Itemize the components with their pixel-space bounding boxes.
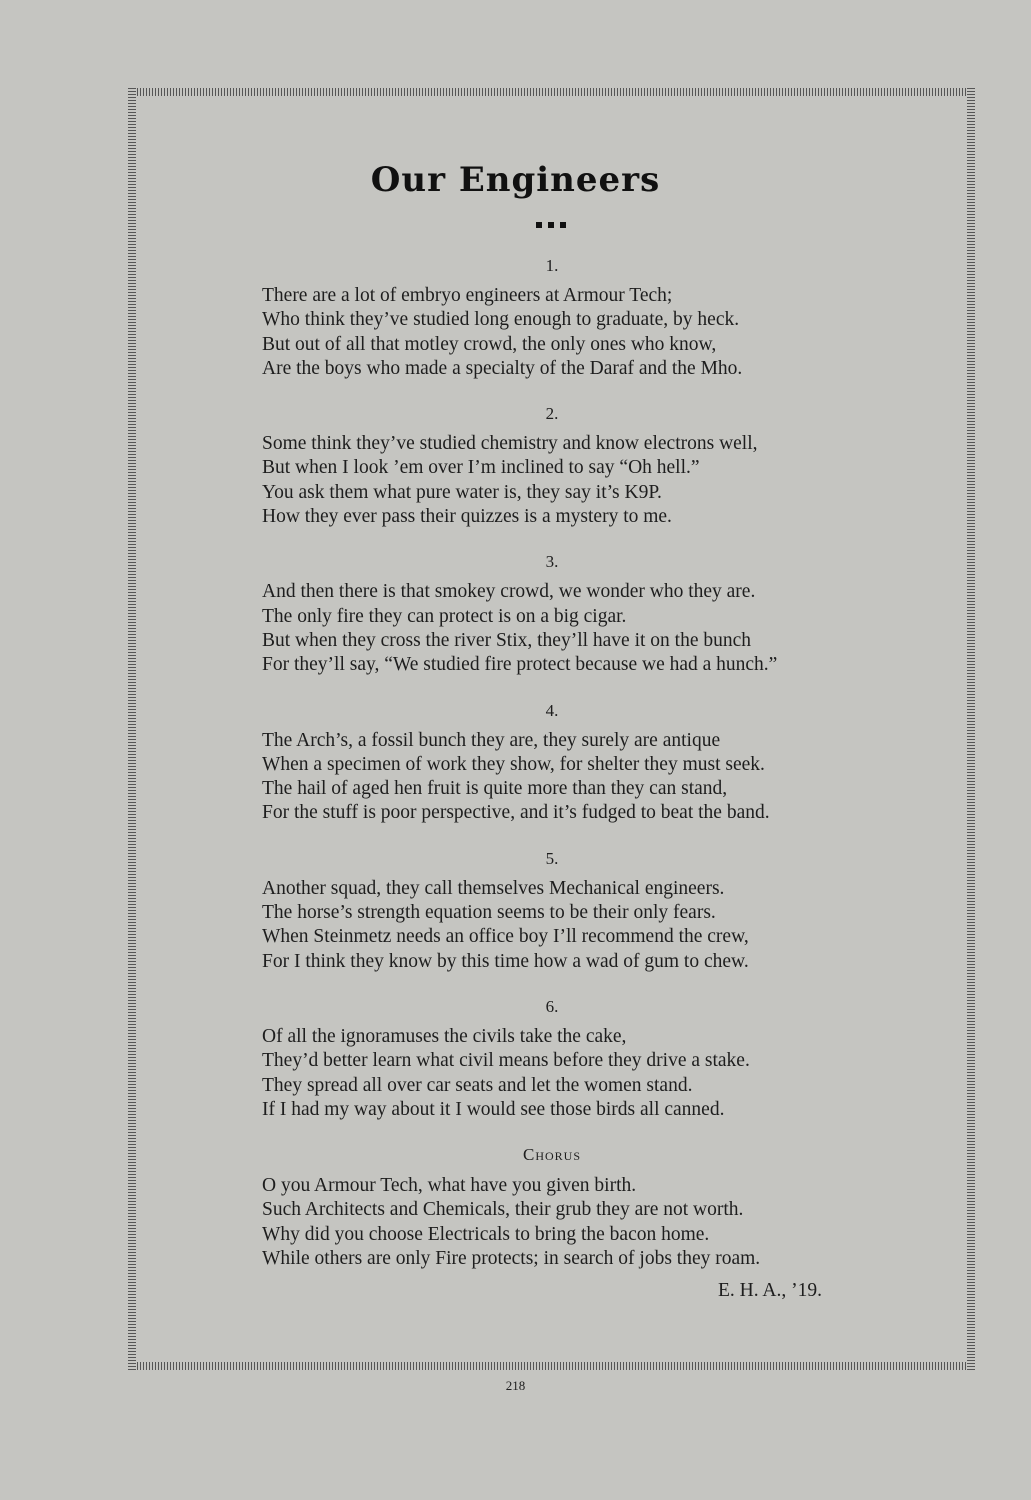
poem-line: But when they cross the river Stix, they’ll have it on the bunch bbox=[262, 629, 752, 651]
border-bottom bbox=[128, 1362, 975, 1370]
poem-line: They’d better learn what civil means before they drive a stake. bbox=[262, 1050, 750, 1072]
poem-line: The hail of aged hen fruit is quite more than they can stand, bbox=[262, 778, 728, 800]
chorus-heading: Chorus bbox=[522, 1145, 581, 1165]
poem-line: For I think they know by this time how a wad of gum to chew. bbox=[262, 950, 749, 972]
page-number: 218 bbox=[505, 1378, 526, 1393]
poem-line: The horse’s strength equation seems to be their only fears. bbox=[262, 902, 716, 924]
poem-line: Are the boys who made a specialty of the Daraf and the Mho. bbox=[262, 357, 743, 379]
stanza-number: 5. bbox=[545, 848, 559, 868]
poem-line: But when I look ’em over I’m inclined to say “Oh hell.” bbox=[262, 457, 700, 479]
border-top bbox=[128, 88, 975, 96]
poem-line: The only fire they can protect is on a big cigar. bbox=[262, 605, 627, 627]
poem-line: For they’ll say, “We studied fire protect because we had a hunch.” bbox=[262, 654, 778, 676]
stanza bbox=[262, 845, 862, 974]
poem-line: Such Architects and Chemicals, their grub they are not worth. bbox=[262, 1199, 744, 1221]
poem-line: Some think they’ve studied chemistry and know electrons well, bbox=[262, 433, 758, 455]
stanza-number: 3. bbox=[545, 552, 559, 572]
chorus bbox=[262, 1141, 862, 1303]
poem-line: There are a lot of embryo engineers at Armour Tech; bbox=[262, 285, 673, 306]
signature: E. H. A., ’19. bbox=[718, 1280, 822, 1302]
poem-line: How they ever pass their quizzes is a mystery to me. bbox=[262, 506, 672, 528]
page-title: Our Engineers bbox=[370, 160, 661, 200]
border-left bbox=[128, 88, 136, 1370]
stanza bbox=[262, 400, 862, 529]
poem-line: When a specimen of work they show, for shelter they must seek. bbox=[262, 753, 765, 775]
poem-line: Who think they’ve studied long enough to graduate, by heck. bbox=[262, 309, 740, 331]
border-right bbox=[967, 88, 975, 1370]
stanza bbox=[262, 548, 862, 677]
stanza-number: 4. bbox=[545, 700, 559, 720]
stanza bbox=[262, 252, 862, 381]
poem-line: You ask them what pure water is, they say it’s K9P. bbox=[262, 481, 662, 503]
poem bbox=[262, 252, 862, 1322]
poem-line: While others are only Fire protects; in search of jobs they roam. bbox=[262, 1248, 761, 1270]
poem-line: For the stuff is poor perspective, and it’s fudged to beat the band. bbox=[262, 802, 770, 824]
stanza bbox=[262, 697, 862, 826]
poem-line: Of all the ignoramuses the civils take the cake, bbox=[262, 1025, 627, 1047]
poem-line: But out of all that motley crowd, the only ones who know, bbox=[262, 333, 717, 355]
stanza bbox=[262, 993, 862, 1122]
poem-line: Why did you choose Electricals to bring the bacon home. bbox=[262, 1223, 710, 1245]
poem-line: When Steinmetz needs an office boy I’ll recommend the crew, bbox=[262, 926, 749, 948]
poem-line: If I had my way about it I would see those birds all canned. bbox=[262, 1098, 725, 1120]
poem-line: Another squad, they call themselves Mechanical engineers. bbox=[262, 877, 725, 899]
stanza-number: 6. bbox=[545, 996, 559, 1016]
poem-line: O you Armour Tech, what have you given birth. bbox=[262, 1175, 637, 1197]
stanza-number: 1. bbox=[545, 256, 559, 275]
stanza-number: 2. bbox=[545, 404, 559, 424]
ornament-dots bbox=[536, 222, 566, 228]
poem-line: And then there is that smokey crowd, we wonder who they are. bbox=[262, 581, 756, 603]
poem-line: They spread all over car seats and let the women stand. bbox=[262, 1074, 693, 1096]
poem-line: The Arch’s, a fossil bunch they are, they surely are antique bbox=[262, 729, 721, 751]
